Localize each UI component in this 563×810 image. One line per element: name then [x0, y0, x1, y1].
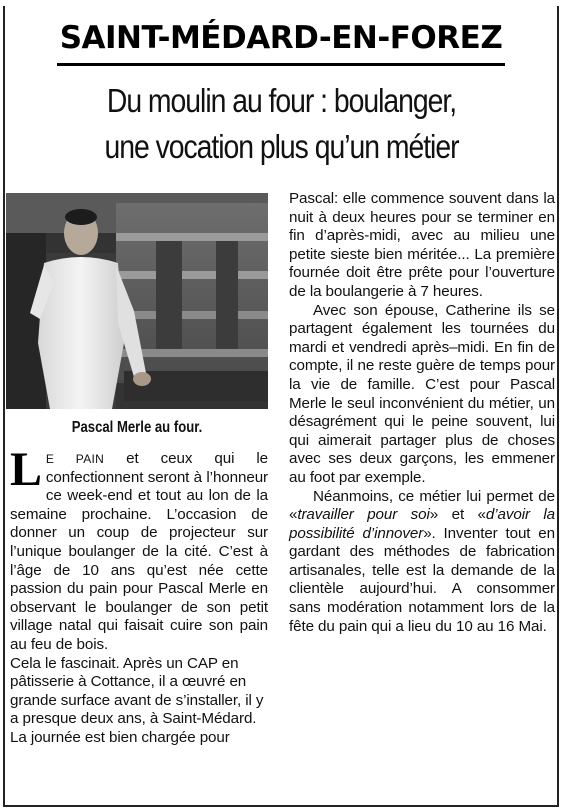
article-headline [57, 78, 507, 170]
lead-smallcaps: E PAIN [45, 452, 105, 466]
drop-cap: L [10, 443, 42, 496]
quote-2: d’avoir la possibilité d’innover [289, 506, 556, 542]
paragraph-4 [289, 488, 555, 637]
article-column-right [289, 190, 555, 636]
quote-1: travailler pour soi [297, 506, 430, 524]
section-rubric: SAINT-MÉDARD-EN-FOREZ [59, 20, 503, 56]
paragraph-3: Avec son épouse, Catherine ils se partagent également les tournées du mardi et vendredi après–midi. En fin de compte, il ne reste guère de temps pour la vie de famille. C’est pour Pascal Merle le seul inconvénient du métier, un désagrément qui le peine souvent, lui qui aimerait partager plus de choses avec ses deux garçons, les emmener au foot par exemple. [289, 301, 555, 486]
bakery-oven-photo [6, 193, 268, 409]
right-border-rule [557, 6, 559, 806]
paragraph-2-right-part: Pascal: elle commence souvent dans la nuit à deux heures pour se terminer en fin d’après-midi, avec au milieu une petite sieste bien méritée... La première fournée doit être prête pour l’ouverture de la boulangerie à 7 heures. [289, 190, 555, 300]
rubric-underline [57, 63, 505, 66]
photo-caption: Pascal Merle au four. [71, 419, 203, 436]
headline-line-1: Du moulin au four : boulanger, [106, 82, 457, 119]
paragraph-1 [10, 443, 268, 655]
paragraph-1-text: et ceux qui le confectionnent seront à l’honneur ce week-end et tout au lon de la semaine prochaine. L’occasion de donner un coup de projecteur sur l’unique boulanger de la cité. C’est à l’âge de 10 ans qu’est née cette passion du pain pour Pascal Merle en observant le boulanger de son petit village natal qui faisait cuire son pain au feu de bois. [10, 450, 268, 653]
bottom-border-rule [3, 805, 559, 807]
paragraph-4-text-b: » et « [429, 506, 486, 524]
article-column-left [10, 443, 268, 748]
paragraph-4-text-c: ». Inventer tout en gardant des méthodes de fabrication artisanales, telle est la demande de la clientèle aujourd’hui. A consommer sans modération notamment lors de la fête du pain qui a lieu du 10 au 16 Mai. [289, 524, 555, 635]
paragraph-4-text-a: Néanmoins, ce métier lui permet de « [289, 487, 555, 524]
headline-line-2: une vocation plus qu’un métier [104, 128, 459, 165]
article-photo [6, 193, 268, 409]
left-border-rule [3, 6, 5, 806]
paragraph-2-left-part: Cela le fascinait. Après un CAP en pâtisserie à Cottance, il a œuvré en grande surface avant de s’installer, il y a presque deux ans, à Saint-Médard. La journée est bien chargée pour [10, 654, 264, 746]
